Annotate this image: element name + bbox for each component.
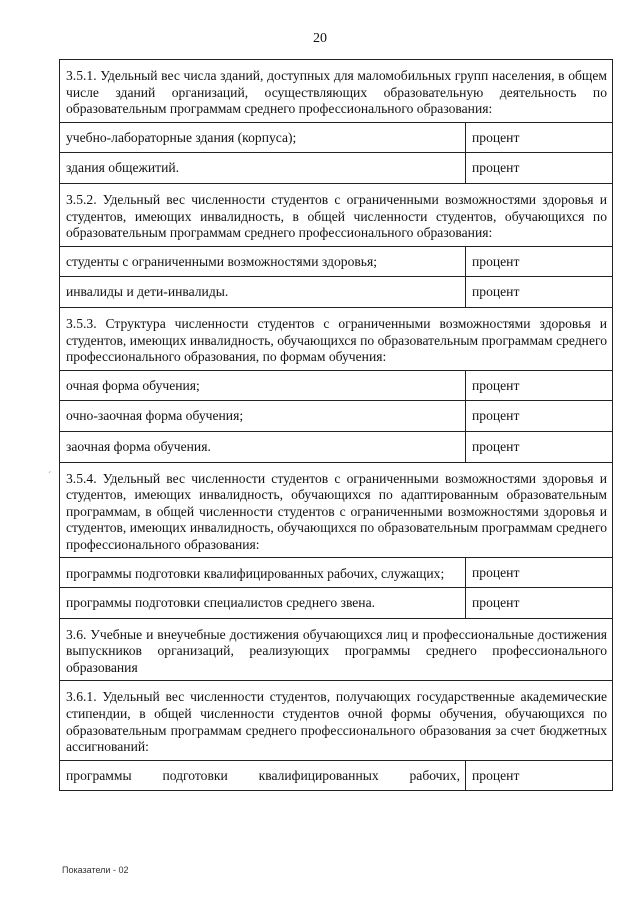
indicator-name: инвалиды и дети-инвалиды. bbox=[60, 277, 466, 308]
table-row bbox=[60, 153, 613, 184]
table-row bbox=[60, 401, 613, 432]
unit-cell: процент bbox=[466, 246, 613, 277]
unit-cell: процент bbox=[466, 153, 613, 184]
section-heading: 3.5.1. Удельный вес числа зданий, доступных для маломобильных групп населения, в общем числе зданий организаций, осуществляющих образовательную деятельность по образовательным программам среднего профессионального образования: bbox=[60, 60, 613, 123]
indicator-name: очная форма обучения; bbox=[60, 370, 466, 401]
table-row bbox=[60, 122, 613, 153]
margin-mark: ˊ bbox=[48, 470, 51, 480]
indicator-name: заочная форма обучения. bbox=[60, 431, 466, 462]
table-row bbox=[60, 370, 613, 401]
indicator-name: программы подготовки квалифицированных рабочих, bbox=[60, 760, 466, 791]
section-heading: 3.5.2. Удельный вес численности студентов с ограниченными возможностями здоровья и студентов, имеющих инвалидность, в общей численности студентов, обучающихся по образовательным программам среднего профессионального образования: bbox=[60, 183, 613, 246]
table-row bbox=[60, 246, 613, 277]
unit-cell: процент bbox=[466, 760, 613, 791]
table-row bbox=[60, 558, 613, 588]
section-row-3-5-4 bbox=[60, 462, 613, 558]
unit-cell: процент bbox=[466, 588, 613, 619]
unit-cell: процент bbox=[466, 401, 613, 432]
indicator-name: учебно-лабораторные здания (корпуса); bbox=[60, 122, 466, 153]
indicators-table bbox=[59, 59, 613, 791]
table-row bbox=[60, 760, 613, 791]
unit-cell: процент bbox=[466, 558, 613, 588]
footer-label: Показатели - 02 bbox=[62, 865, 129, 875]
section-heading: 3.6. Учебные и внеучебные достижения обучающихся лиц и профессиональные достижения выпускников организаций, реализующих программы среднего профессионального образования bbox=[60, 618, 613, 681]
indicator-name: здания общежитий. bbox=[60, 153, 466, 184]
section-heading: 3.6.1. Удельный вес численности студентов, получающих государственные академические стипендии, в общей численности студентов очной формы обучения, обучающихся по образовательным программам среднего профессионального образования за счет бюджетных ассигнований: bbox=[60, 681, 613, 760]
indicator-name: программы подготовки специалистов среднего звена. bbox=[60, 588, 466, 619]
section-row-3-6-1 bbox=[60, 681, 613, 760]
section-row-3-5-2 bbox=[60, 183, 613, 246]
table-row bbox=[60, 431, 613, 462]
section-row-3-6 bbox=[60, 618, 613, 681]
unit-cell: процент bbox=[466, 370, 613, 401]
indicator-name: студенты с ограниченными возможностями здоровья; bbox=[60, 246, 466, 277]
section-row-3-5-3 bbox=[60, 307, 613, 370]
unit-cell: процент bbox=[466, 431, 613, 462]
indicator-name: очно-заочная форма обучения; bbox=[60, 401, 466, 432]
section-row-3-5-1 bbox=[60, 60, 613, 123]
section-heading: 3.5.4. Удельный вес численности студентов с ограниченными возможностями здоровья и студентов, имеющих инвалидность, обучающихся по адаптированным образовательным программам, в общей численности студентов с ограниченными возможностями здоровья и студентов, имеющих инвалидность, обучающихся по образовательным программам среднего профессионального образования: bbox=[60, 462, 613, 558]
unit-cell: процент bbox=[466, 277, 613, 308]
section-heading: 3.5.3. Структура численности студентов с ограниченными возможностями здоровья и студентов, имеющих инвалидность, обучающихся по образовательным программам среднего профессионального образования, по формам обучения: bbox=[60, 307, 613, 370]
indicator-name: программы подготовки квалифицированных рабочих, служащих; bbox=[60, 558, 466, 588]
table-row bbox=[60, 277, 613, 308]
page-number: 20 bbox=[313, 31, 327, 46]
unit-cell: процент bbox=[466, 122, 613, 153]
table-row bbox=[60, 588, 613, 619]
